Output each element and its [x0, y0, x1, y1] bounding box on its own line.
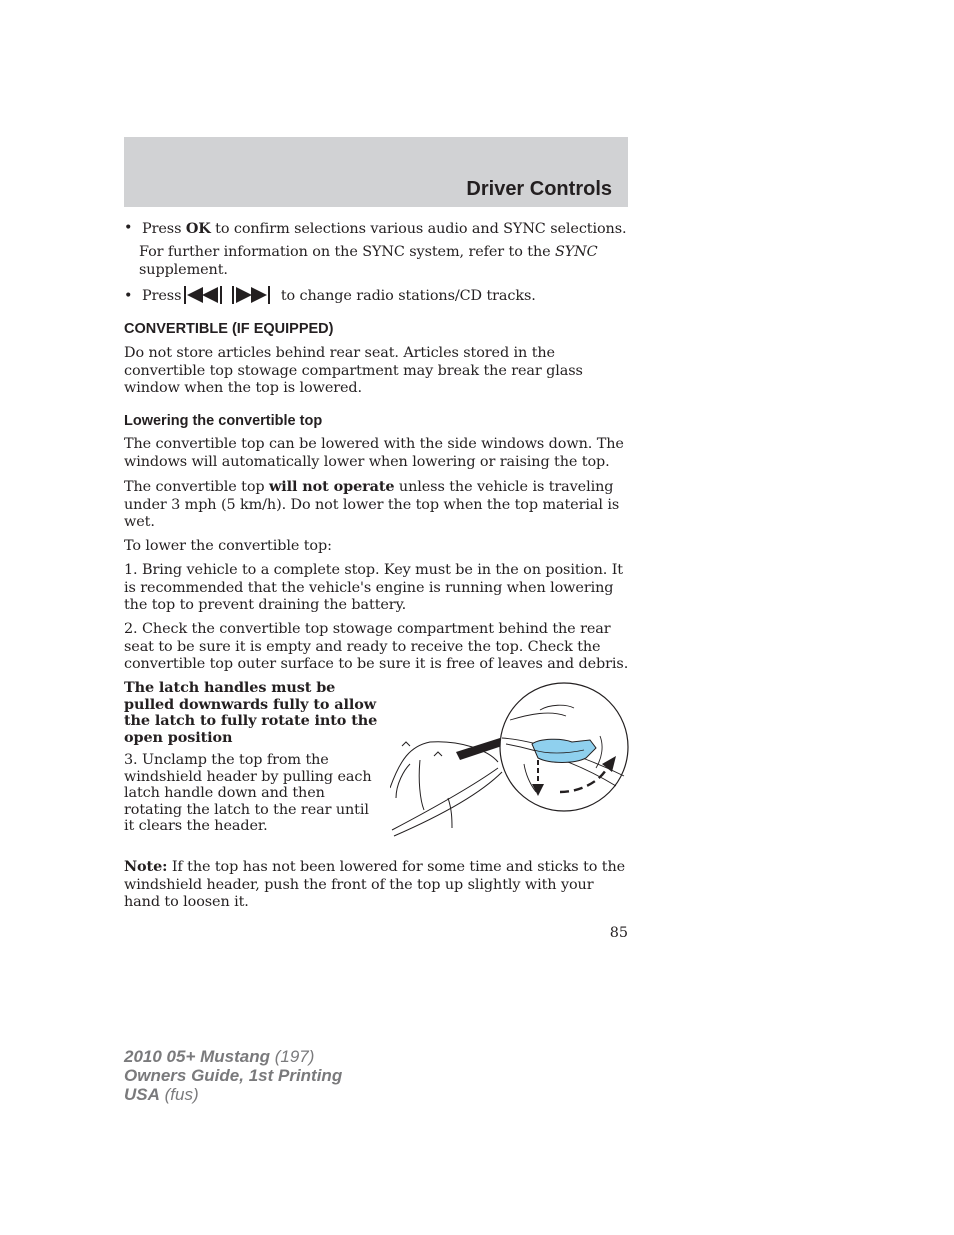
subheading-block [124, 413, 629, 429]
step1-block [124, 562, 629, 615]
sync-note-pre: For further information on the SYNC system, refer to the [139, 244, 555, 260]
bullet-ok-text [142, 220, 626, 239]
lowering-p2-pre: The convertible top [124, 479, 269, 495]
seek-forward-icon [232, 286, 270, 304]
bullet-seek-press: Press [142, 288, 182, 304]
note-text [124, 858, 629, 912]
step3-block [124, 752, 379, 835]
print-footer [124, 1047, 342, 1104]
subheading: Lowering the convertible top [124, 413, 323, 429]
section-heading: CONVERTIBLE (IF EQUIPPED) [124, 321, 334, 337]
ok-key-label: OK [185, 220, 211, 237]
sync-note-post: supplement. [139, 261, 228, 278]
sync-note [139, 244, 619, 279]
bullet-seek [124, 288, 629, 310]
bullet-seek-end: . [531, 288, 536, 304]
footer-model: 2010 05+ Mustang [124, 1047, 270, 1066]
step-1: 1. Bring vehicle to a complete stop. Key must be in the on position. It is recommended that the vehicle's engine is running when lowering the top to prevent draining the battery. [124, 562, 623, 614]
sync-note-em: SYNC [555, 244, 598, 260]
lowering-p2-block [124, 478, 629, 532]
note-block [124, 858, 629, 912]
page-title: Driver Controls [466, 178, 612, 200]
step-2: 2. Check the convertible top stowage compartment behind the rear seat to be sure it is empty and ready to receive the top. Check the convertible top outer surface to be sure it is free of leaves and debris. [124, 621, 629, 673]
seek-back-icon [184, 286, 222, 304]
latch-warning: The latch handles must be pulled downwards fully to allow the latch to fully rotate into the open position [124, 679, 378, 746]
step-3: 3. Unclamp the top from the windshield header by pulling each latch handle down and then rotating the latch to the rear until it clears the header. [124, 752, 372, 834]
footer-line-2 [124, 1066, 342, 1085]
footer-guide: Owners Guide, 1st Printing [124, 1066, 343, 1085]
header-band [124, 137, 628, 207]
page-number: 85 [609, 925, 628, 941]
note-body: If the top has not been lowered for some time and sticks to the windshield header, push the front of the top up slightly with your hand to loosen it. [124, 859, 626, 911]
latch-illustration [390, 680, 630, 840]
step2-block [124, 621, 629, 674]
bullet-dot: • [124, 220, 133, 236]
bullet-seek-text [142, 288, 536, 306]
bullet-ok-press: Press [142, 221, 186, 237]
footer-market-code: (fus) [159, 1085, 199, 1104]
bullet-seek-rest: to change radio stations/CD tracks [280, 288, 532, 304]
bullet-dot: • [124, 288, 133, 304]
section-intro-block [124, 345, 629, 398]
lowering-p3: To lower the convertible top: [124, 538, 332, 554]
footer-line-3 [124, 1085, 342, 1104]
section-heading-block [124, 321, 629, 337]
section-intro: Do not store articles behind rear seat. Articles stored in the convertible top stowage compartment may break the rear glass window when the top is lowered. [124, 345, 583, 397]
footer-market: USA [124, 1085, 160, 1104]
footer-model-code: (197) [270, 1047, 315, 1066]
bullet-ok [124, 220, 629, 240]
lowering-p2 [124, 478, 629, 532]
lowering-p2-bold: will not operate [269, 478, 395, 495]
latch-warning-block [124, 680, 382, 746]
lowering-p1-block [124, 436, 629, 471]
note-label: Note: [124, 858, 168, 875]
bullet-ok-rest: to confirm selections various audio and SYNC selections. [210, 221, 627, 237]
lowering-p3-block [124, 538, 629, 556]
sync-note-text [139, 244, 619, 279]
lowering-p2-post: unless the vehicle is traveling under 3 mph (5 km/h). Do not lower the top when the top material is wet. [124, 479, 620, 531]
lowering-p1: The convertible top can be lowered with the side windows down. The windows will automatically lower when lowering or raising the top. [124, 436, 624, 470]
footer-line-1 [124, 1047, 342, 1066]
